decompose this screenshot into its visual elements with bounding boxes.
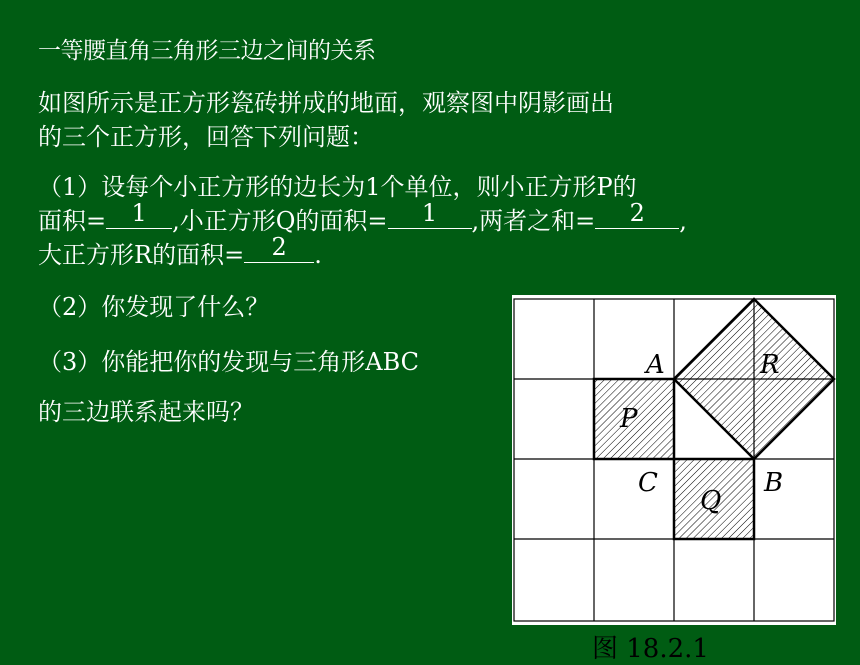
q1-text-sum: ,两者之和= xyxy=(471,207,596,235)
q1-line-2 xyxy=(38,199,687,238)
label-r: R xyxy=(760,350,780,380)
q1-text-area-q: ,小正方形Q的面积= xyxy=(172,207,388,235)
answer-blank-p xyxy=(106,199,172,229)
label-b: B xyxy=(764,468,784,498)
answer-q: 1 xyxy=(421,199,438,227)
label-c: C xyxy=(638,468,658,498)
page-title: 一等腰直角三角形三边之间的关系 xyxy=(38,38,376,64)
answer-blank-r xyxy=(244,233,314,263)
question-3: （3）你能把你的发现与三角形ABC xyxy=(38,348,420,376)
answer-p: 1 xyxy=(131,199,147,227)
intro-paragraph xyxy=(38,86,614,154)
intro-line-2: 的三个正方形，回答下列问题： xyxy=(38,123,374,151)
q1-text-comma: , xyxy=(679,207,687,235)
answer-blank-sum xyxy=(595,199,679,229)
figure-tile-grid xyxy=(512,295,836,625)
label-q: Q xyxy=(700,486,722,516)
q1-line-3 xyxy=(38,233,687,272)
q1-text-area-p: 面积= xyxy=(38,207,107,235)
label-p: P xyxy=(620,404,638,434)
q1-text-area-r: 大正方形R的面积= xyxy=(38,241,245,269)
answer-sum: 2 xyxy=(629,199,645,227)
q1-text-period: . xyxy=(314,241,322,269)
answer-blank-q xyxy=(388,199,472,229)
answer-r: 2 xyxy=(271,233,287,261)
label-a: A xyxy=(646,350,665,380)
q1-line-1: （1）设每个小正方形的边长为1个单位，则小正方形P的 xyxy=(38,173,637,201)
question-3-continued: 的三边联系起来吗？ xyxy=(38,398,254,426)
question-1 xyxy=(38,170,687,272)
figure-svg xyxy=(512,295,836,625)
intro-line-1: 如图所示是正方形瓷砖拼成的地面，观察图中阴影画出 xyxy=(38,89,614,117)
question-2: （2）你发现了什么？ xyxy=(38,293,270,321)
figure-caption: 图 18.2.1 xyxy=(592,634,709,664)
